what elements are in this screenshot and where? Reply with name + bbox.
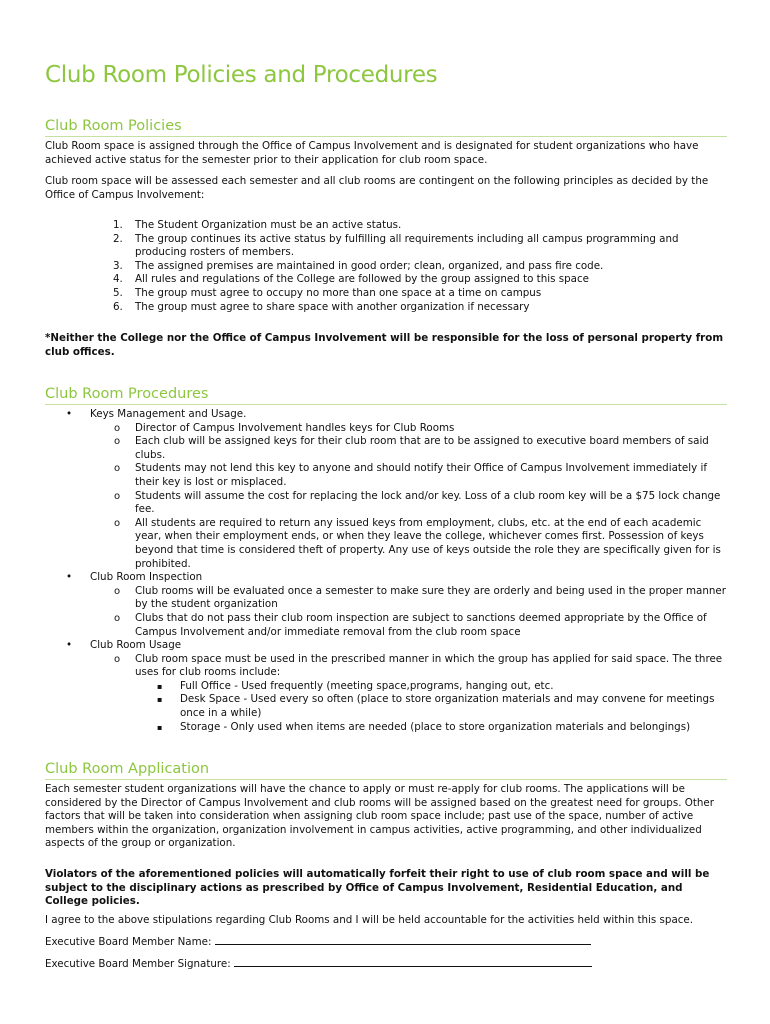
policy-item-text: The assigned premises are maintained in good order; clean, organized, and pass fire code. (135, 259, 604, 272)
circle-bullet-icon: o (114, 436, 121, 448)
sub-item-text: All students are required to return any issued keys from employment, clubs, etc. at the end of each academic year, when their employment ends, or when they leave the college, whichever comes first. Possession of keys beyond that time is considered theft of property. Any use of keys outside the role they are specifically given for is prohibited. (135, 516, 721, 570)
square-bullet-icon: ▪ (157, 695, 163, 705)
policy-item-text: The group must agree to share space with another organization if necessary (135, 300, 530, 313)
signature-field[interactable] (234, 957, 592, 967)
circle-bullet-icon: o (114, 422, 121, 434)
sub-item-text: Students will assume the cost for replacing the lock and/or key. Loss of a club room key will be a $75 lock change fee. (135, 489, 721, 516)
policy-item-text: The group must agree to occupy no more than one space at a time on campus (135, 286, 542, 299)
application-para: Each semester student organizations will have the chance to apply or must re-apply for club rooms. The applications will be considered by the Director of Campus Involvement and club rooms will be assigned based on the greatest need for groups. Other factors that will be taken into consideration when assigning club room space include; past use of the space, number of active members within the organization, organization involvement in campus activities, active programming, and other individualized aspects of the group or organization. (45, 783, 714, 850)
policy-item-number: 5. (113, 286, 123, 299)
procedure-keys (45, 408, 727, 571)
procedure-inspection-label: Club Room Inspection (90, 571, 203, 584)
circle-bullet-icon: o (114, 490, 121, 502)
name-field-label: Executive Board Member Name: (45, 936, 212, 948)
circle-bullet-icon: o (114, 612, 121, 624)
policies-heading: Club Room Policies (45, 118, 182, 134)
policies-intro (45, 140, 727, 167)
circle-bullet-icon: o (114, 585, 121, 597)
usage-item: o Club room space must be used in the prescribed manner in which the group has applied for said space. The three uses for club rooms include: ▪ Full Office - Used frequently (meeting space,programs, hanging out, etc. ▪ Desk Space - Used every so often (place to store organization materials and may convene for meetings once in a while) ▪ Storage - Only used when items are needed (place to store organization materials and belongings) (90, 653, 727, 735)
procedure-usage (45, 639, 727, 734)
policy-item (45, 287, 727, 301)
name-field[interactable] (215, 935, 591, 945)
sub-item (90, 490, 727, 517)
policy-item-number: 6. (113, 300, 123, 313)
bullet-icon: • (66, 571, 73, 584)
policy-item-text: The Student Organization must be an active status. (135, 219, 402, 231)
sub-item (90, 422, 727, 436)
bullet-icon: • (66, 408, 73, 420)
use-item-text: Full Office - Used frequently (meeting space,programs, hanging out, etc. (180, 679, 554, 692)
sub-item-text: Club rooms will be evaluated once a semester to make sure they are orderly and being used in the proper manner by the student organization (135, 584, 726, 611)
circle-bullet-icon: o (114, 653, 121, 665)
signature-field-row (45, 957, 727, 972)
policies-divider (45, 136, 727, 137)
application-violation: Violators of the aforementioned policies will automatically forfeit their right to use of club room space and will be subject to the disciplinary actions as prescribed by Office of Campus Involvement, Residential Education, and College policies. (45, 868, 710, 908)
policy-item (45, 233, 727, 260)
sub-item-text: Clubs that do not pass their club room inspection are subject to sanctions deemed appropriate by the Office of Campus Involvement and/or immediate removal from the club room space (135, 611, 707, 638)
procedure-usage-label: Club Room Usage (90, 639, 182, 652)
procedures-list (45, 408, 727, 734)
policies-principles (45, 175, 727, 202)
policy-item-text: The group continues its active status by fulfilling all requirements including all campus programming and producing rosters of members. (135, 232, 679, 259)
sub-item-text: Director of Campus Involvement handles keys for Club Rooms (135, 421, 455, 434)
signature-field-label: Executive Board Member Signature: (45, 958, 231, 970)
square-bullet-icon: ▪ (157, 681, 163, 691)
policies-disclaimer: *Neither the College nor the Office of Campus Involvement will be responsible for the loss of personal property from club offices. (45, 332, 724, 358)
policy-item (45, 219, 727, 233)
policy-item-number: 2. (113, 232, 123, 245)
use-item (135, 680, 727, 694)
policy-item-text: All rules and regulations of the College are followed by the group assigned to this space (135, 273, 589, 286)
sub-item (90, 462, 727, 489)
procedures-divider (45, 404, 727, 405)
square-bullet-icon: ▪ (157, 722, 163, 732)
policies-list (45, 219, 727, 314)
use-item-text: Desk Space - Used every so often (place to store organization materials and may convene for meetings once in a while) (180, 693, 715, 720)
policies-para-1: Club Room space is assigned through the Office of Campus Involvement and is designated for student organizations who have achieved active status for the semester prior to their application for club room space. (45, 140, 699, 166)
use-item (135, 721, 727, 735)
bullet-icon: • (66, 639, 73, 652)
policy-item (45, 301, 727, 315)
policy-item-number: 1. (113, 219, 123, 231)
policy-item (45, 260, 727, 274)
page-title: Club Room Policies and Procedures (45, 62, 438, 88)
circle-bullet-icon: o (114, 517, 121, 529)
application-heading: Club Room Application (45, 761, 210, 777)
name-field-row (45, 935, 727, 950)
sub-item (90, 517, 727, 571)
sub-item-text: Each club will be assigned keys for their club room that are to be assigned to executive board members of said clubs. (135, 435, 709, 461)
policy-item-number: 4. (113, 273, 123, 286)
procedure-inspection (45, 571, 727, 639)
application-divider (45, 779, 727, 780)
circle-bullet-icon: o (114, 463, 121, 475)
procedure-keys-label: Keys Management and Usage. (90, 408, 247, 420)
use-item-text: Storage - Only used when items are needed (place to store organization materials and belongings) (180, 720, 691, 733)
sub-item-text: Students may not lend this key to anyone and should notify their Office of Campus Involvement immediately if their key is lost or misplaced. (135, 462, 707, 488)
policy-item (45, 273, 727, 287)
application-agreement: I agree to the above stipulations regarding Club Rooms and I will be held accountable for the activities held within this space. (45, 914, 694, 926)
policy-item-number: 3. (113, 259, 123, 272)
use-item (135, 693, 727, 720)
sub-item (90, 585, 727, 612)
procedures-heading: Club Room Procedures (45, 386, 209, 402)
sub-item (90, 612, 727, 639)
sub-item (90, 435, 727, 462)
policies-para-2: Club room space will be assessed each semester and all club rooms are contingent on the following principles as decided by the Office of Campus Involvement: (45, 175, 709, 201)
